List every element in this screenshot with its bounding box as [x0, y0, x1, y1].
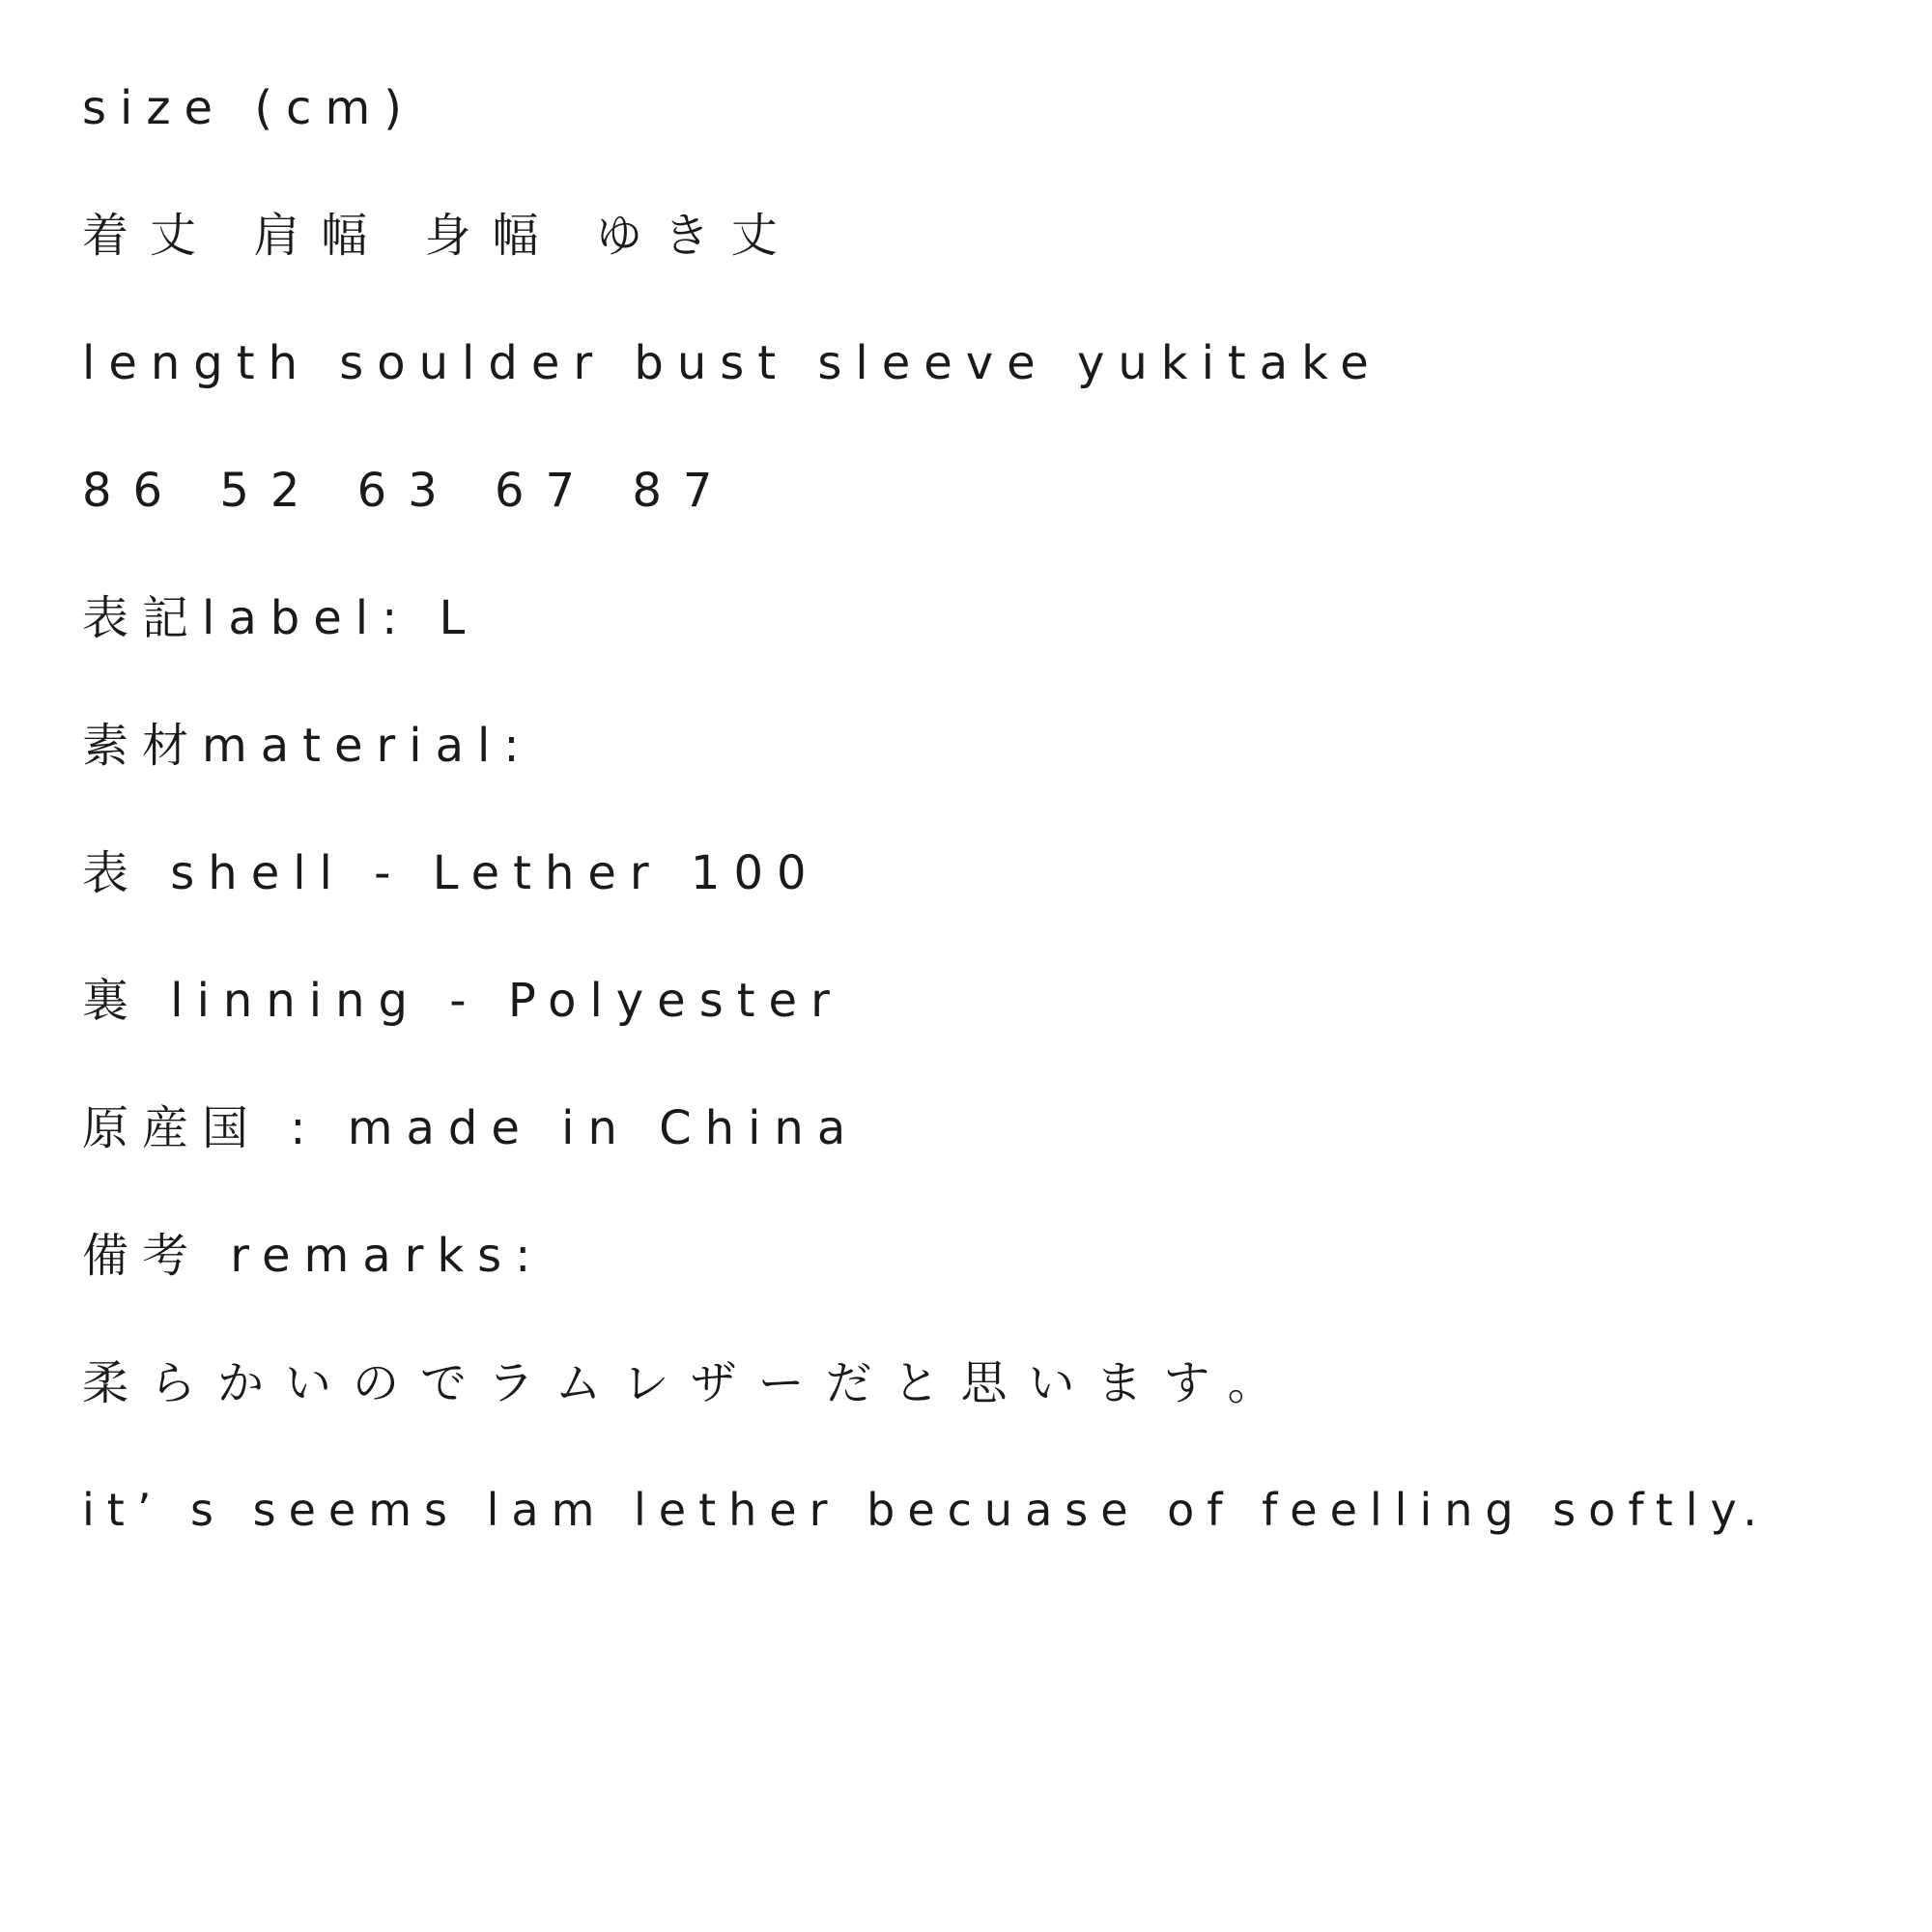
material-heading: 素材material:: [82, 719, 533, 773]
size-label: 表記label: L: [82, 591, 479, 645]
remarks-heading: 備考 remarks:: [82, 1229, 545, 1283]
measurement-labels-japanese: 着丈 肩幅 身幅 ゆき丈: [82, 209, 799, 263]
remark-japanese: 柔らかいのでラムレザーだと思います。: [82, 1356, 1295, 1410]
measurement-values: 86 52 63 67 87: [82, 464, 734, 518]
lining-material: 裏 linning - Polyester: [82, 974, 843, 1028]
country-of-origin: 原産国 : made in China: [82, 1101, 860, 1155]
measurement-labels-english: length soulder bust sleeve yukitake: [82, 336, 1382, 390]
shell-material: 表 shell - Lether 100: [82, 846, 820, 900]
size-heading: size (cm): [82, 81, 415, 135]
remark-english: it’ s seems lam lether becuase of feelling softly.: [82, 1484, 1770, 1536]
